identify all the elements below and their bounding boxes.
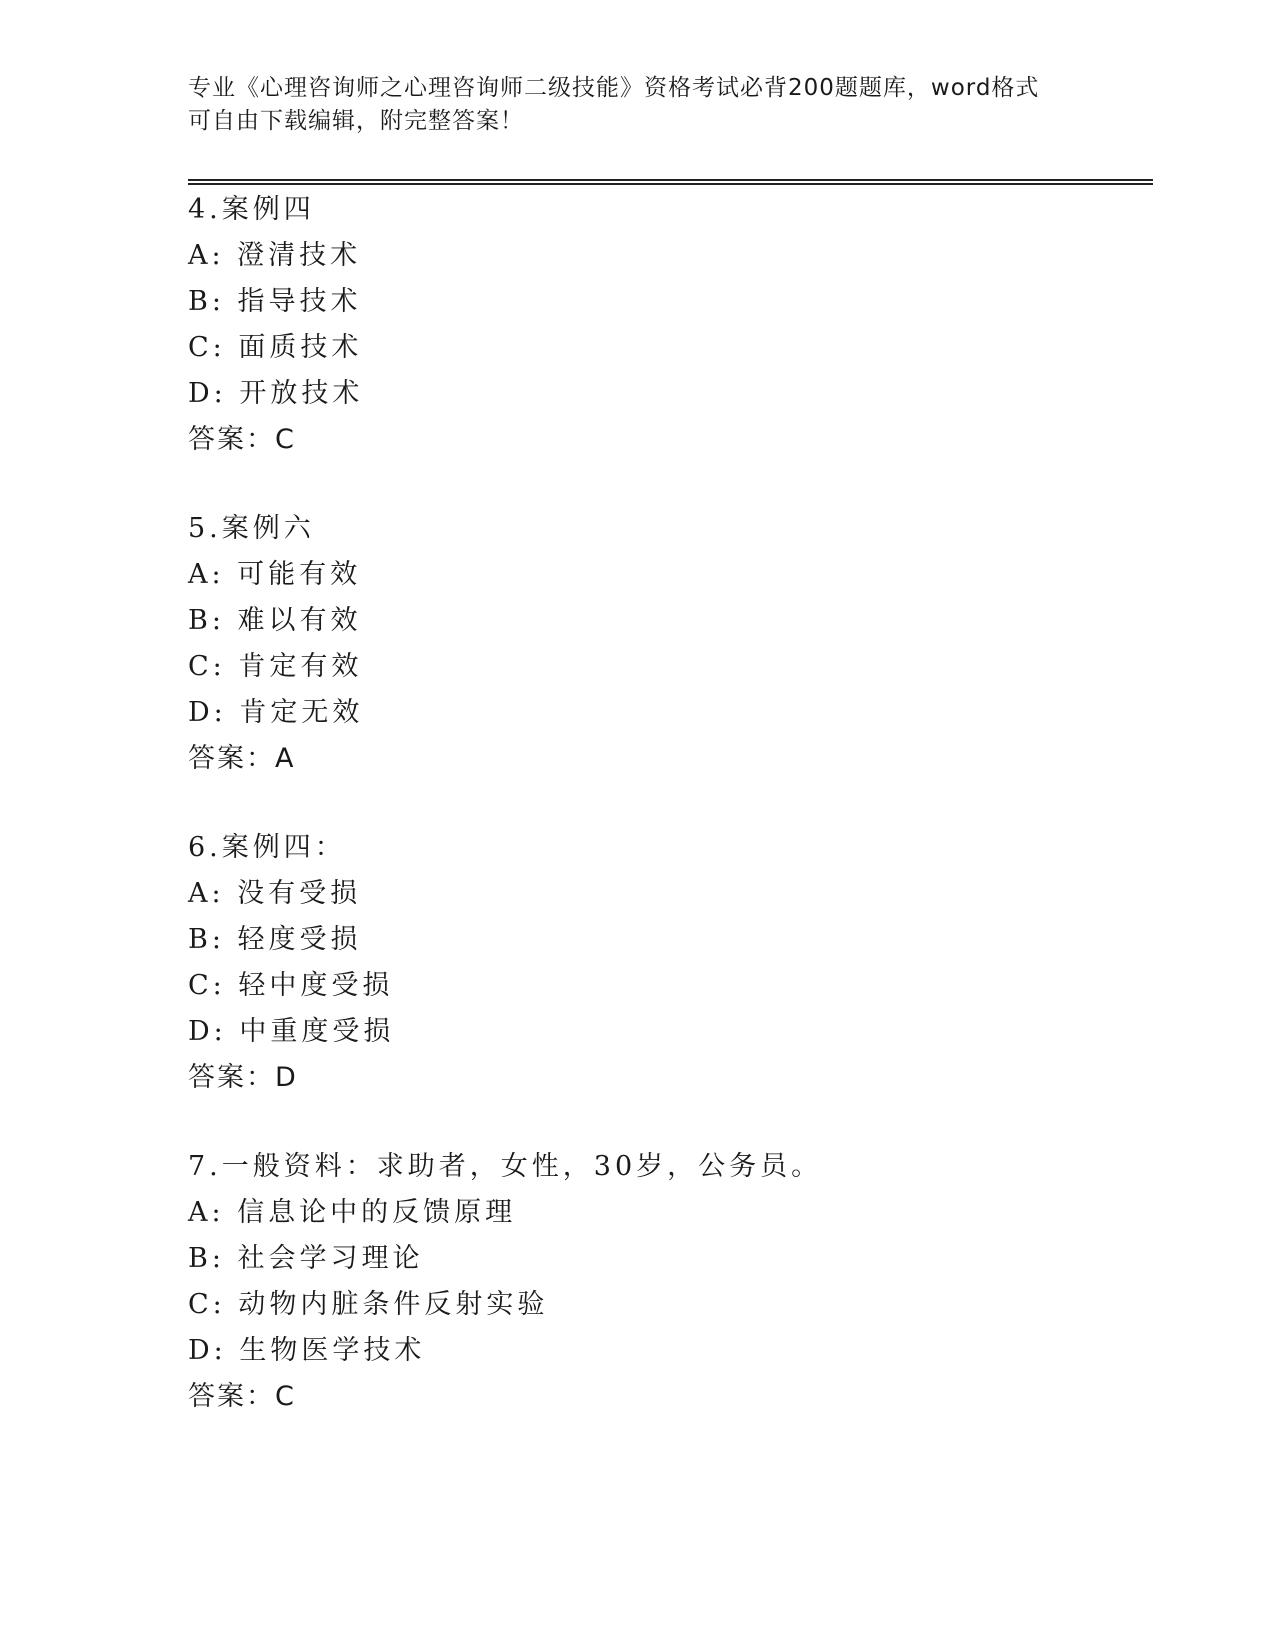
option-a: A: 没有受损 xyxy=(188,878,362,909)
header-divider-bottom xyxy=(188,183,1153,185)
answer-line: 答案：C xyxy=(188,424,296,455)
answer-line: 答案：D xyxy=(188,1062,298,1093)
option-c: C: 轻中度受损 xyxy=(188,970,394,1001)
question-stem: 4.案例四 xyxy=(188,194,315,225)
question-5 xyxy=(188,506,1153,782)
option-c: C: 肯定有效 xyxy=(188,651,363,682)
option-b: B: 难以有效 xyxy=(188,605,362,636)
header-title-line-2: 可自由下载编辑，附完整答案！ xyxy=(188,108,524,134)
question-4 xyxy=(188,187,1153,463)
header-divider-top xyxy=(188,179,1153,181)
option-a: A: 澄清技术 xyxy=(188,240,362,271)
option-c: C: 面质技术 xyxy=(188,332,363,363)
question-7 xyxy=(188,1144,1153,1420)
answer-line: 答案：A xyxy=(188,743,296,774)
option-d: D: 开放技术 xyxy=(188,378,364,409)
question-stem: 6.案例四： xyxy=(188,832,346,863)
question-stem: 7.一般资料：求助者，女性，30岁，公务员。 xyxy=(188,1151,823,1182)
option-b: B: 指导技术 xyxy=(188,286,362,317)
option-a: A: 信息论中的反馈原理 xyxy=(188,1197,517,1228)
header-title-line-1: 专业《心理咨询师之心理咨询师二级技能》资格考试必背200题题库，word格式 xyxy=(188,75,1040,101)
question-6 xyxy=(188,825,1153,1101)
option-d: D: 生物医学技术 xyxy=(188,1335,426,1366)
option-d: D: 中重度受损 xyxy=(188,1016,395,1047)
option-d: D: 肯定无效 xyxy=(188,697,364,728)
answer-line: 答案：C xyxy=(188,1381,296,1412)
question-stem: 5.案例六 xyxy=(188,513,315,544)
option-b: B: 轻度受损 xyxy=(188,924,362,955)
option-c: C: 动物内脏条件反射实验 xyxy=(188,1289,549,1320)
option-a: A: 可能有效 xyxy=(188,559,362,590)
question-list xyxy=(188,187,1153,1463)
option-b: B: 社会学习理论 xyxy=(188,1243,424,1274)
document-header xyxy=(188,72,1088,138)
